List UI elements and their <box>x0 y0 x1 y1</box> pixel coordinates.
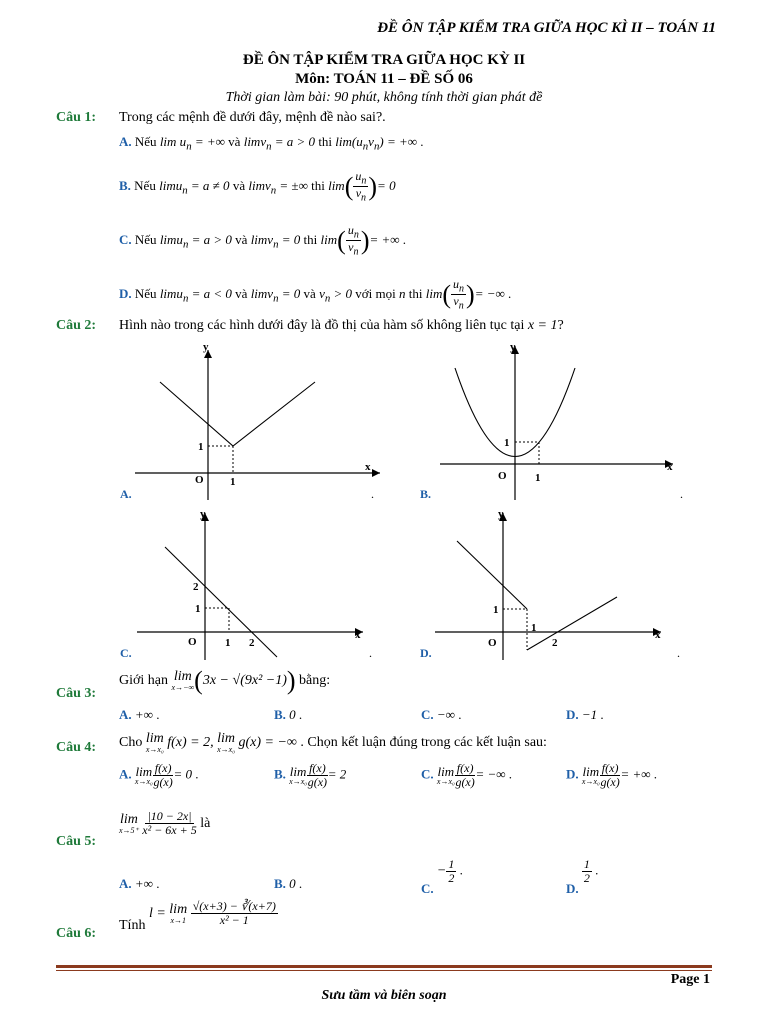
option-letter: D. <box>566 766 579 782</box>
option-letter: D. <box>566 880 579 896</box>
label-origin: O <box>488 637 497 649</box>
page-number: Page 1 <box>670 972 710 987</box>
word-va: và <box>303 285 316 301</box>
period: . <box>369 646 372 660</box>
q1-option-c[interactable]: C. Nếu limu$_n$ = a > 0 và limv$_n$ = 0 thi lim( $\frac{u_n}{v_n}$ )= +∞ . <box>119 223 407 258</box>
tick-2-y: 2 <box>193 581 199 593</box>
q1-option-d[interactable]: D. Nếu limu$_n$ = a < 0 và limv$_n$ = 0 và $v_n > 0$ với mọi n thi lim( $\frac{u_n}{v_n}$ )= −∞ . <box>119 277 512 312</box>
label-origin: O <box>195 474 204 486</box>
option-letter: A. <box>119 707 132 722</box>
q1-option-a[interactable]: A. Nếu $\lim u_n$ = +∞ và limv$_n$ = a > 0 thi $\lim(u_nv_n)$ = +∞ . <box>119 134 424 153</box>
q6-label: Câu 6: <box>56 926 97 941</box>
word-thi: thi <box>303 231 318 247</box>
option-value: +∞ <box>134 707 153 722</box>
option-letter: C. <box>421 766 434 782</box>
q5-option-b[interactable]: B. 0 . <box>274 876 303 891</box>
graph-c[interactable] <box>115 505 385 665</box>
option-letter: B. <box>119 177 131 193</box>
q3-after: bằng: <box>299 673 331 689</box>
q2-point: x = 1 <box>527 318 558 333</box>
tick-2-x: 2 <box>249 637 255 649</box>
q5-after: là <box>200 815 211 831</box>
option-fraction: $\frac{1}{2}$ <box>448 857 455 886</box>
graph-right-branch <box>527 597 617 650</box>
x-arrow <box>372 469 380 477</box>
q2-label: Câu 2: <box>56 318 97 333</box>
q3-option-c[interactable]: C. −∞ . <box>421 707 462 722</box>
tick-1-x: 1 <box>535 472 541 484</box>
q3-option-d[interactable]: D. −1 . <box>566 707 604 722</box>
graph-line <box>165 547 277 657</box>
label-x: x <box>667 461 673 473</box>
q2-stem-text: Hình nào trong các hình dưới đây là đồ thị của hàm số không liên tục tại <box>119 318 525 333</box>
footer-rule-thin <box>56 970 712 971</box>
option-value: +∞ <box>134 876 153 891</box>
footer-credit: Sưu tầm và biên soạn <box>321 988 447 1003</box>
word-neu: Nếu <box>134 177 156 193</box>
q2-stem: Hình nào trong các hình dưới đây là đồ thị của hàm số không liên tục tại x = 1? <box>119 318 564 333</box>
word-neu: Nếu <box>134 285 157 301</box>
option-letter: C. <box>119 231 132 247</box>
q4-option-d[interactable]: D. lim x→x₀ $\frac{f(x)}{g(x)}$ = +∞ . <box>566 761 657 790</box>
label-x: x <box>655 629 661 641</box>
period: . <box>677 646 680 660</box>
word-thi: thi <box>318 134 333 149</box>
option-letter: D. <box>566 707 579 722</box>
q3-stem-text: Giới hạn <box>119 673 169 689</box>
tick-1-x: 1 <box>225 637 231 649</box>
q4-stem-post: . Chọn kết luận đúng trong các kết luận sau: <box>300 735 547 751</box>
label-origin: O <box>188 636 197 648</box>
footer-rule-thick <box>56 965 712 968</box>
option-letter: A. <box>119 876 132 891</box>
graph-a[interactable] <box>115 340 385 505</box>
q4-option-b[interactable]: B. lim x→x₀ $\frac{f(x)}{g(x)}$ = 2 <box>274 761 347 790</box>
option-fraction: $\frac{1}{2}$ <box>583 857 590 886</box>
label-x: x <box>365 461 371 473</box>
q5-option-a[interactable]: A. +∞ . <box>119 876 160 891</box>
q4-stem: Cho lim x→x₀ f(x) = 2, lim x→x₀ g(x) = −∞ . Chọn kết luận đúng trong các kết luận sau: <box>119 731 547 754</box>
q4-result: = 2 <box>327 766 347 782</box>
tick-2-x: 2 <box>552 637 558 649</box>
word-neu: Nếu <box>134 231 157 247</box>
tick-1-y: 1 <box>504 437 510 449</box>
option-value: −1 <box>581 707 598 722</box>
tick-1-x: 1 <box>531 622 537 634</box>
option-letter: A. <box>119 134 132 149</box>
word-va: và <box>235 285 248 301</box>
word-voimoi: với mọi <box>355 285 396 301</box>
q4-option-c[interactable]: C. lim x→x₀ $\frac{f(x)}{g(x)}$ = −∞ . <box>421 761 512 790</box>
option-value: 0 <box>289 876 296 891</box>
label-x: x <box>355 629 361 641</box>
option-letter: A. <box>119 766 132 782</box>
tick-1-y: 1 <box>195 603 201 615</box>
page-header: ĐỀ ÔN TẬP KIỂM TRA GIỮA HỌC KÌ II – TOÁN 11 <box>377 20 716 36</box>
word-va: và <box>232 177 246 193</box>
option-letter: B. <box>274 876 286 891</box>
q5-label: Câu 5: <box>56 834 97 849</box>
q5-stem: lim x→5⁺ $\frac{|10 - 2x|}{\text{x² − 6x + 5}}$ là <box>119 809 211 838</box>
option-value: −∞ <box>436 707 455 722</box>
label-y: y <box>498 508 504 520</box>
q4-option-a[interactable]: A. lim x→x₀ $\frac{f(x)}{g(x)}$ = 0 . <box>119 761 199 790</box>
q1-stem: Trong các mệnh đề dưới đây, mệnh đề nào sai?. <box>119 110 386 125</box>
graph-c-label: C. <box>120 646 132 660</box>
q4-label: Câu 4: <box>56 740 97 755</box>
q4-result: = 0 <box>173 766 192 782</box>
label-origin: O <box>498 470 507 482</box>
q5-option-d[interactable]: D. $\frac{1}{2}$ . <box>566 857 599 896</box>
option-letter: D. <box>119 285 132 301</box>
option-letter: B. <box>274 766 286 782</box>
tick-1-y: 1 <box>198 441 204 453</box>
q6-stem: Tính l = lim x→1 $\frac{√(x+3) - ∛(x+7)}{\text{x² − 1}}$ <box>119 899 276 933</box>
label-y: y <box>203 341 209 353</box>
q4-result: = +∞ <box>620 766 651 782</box>
graph-left-branch <box>457 541 527 609</box>
q4-result: = −∞ <box>475 766 506 782</box>
q3-option-b[interactable]: B. 0 . <box>274 707 303 722</box>
exam-subject: Môn: TOÁN 11 – ĐỀ SỐ 06 <box>295 71 473 87</box>
label-y: y <box>200 508 206 520</box>
graph-d[interactable] <box>415 505 695 665</box>
tick-1-y: 1 <box>493 604 499 616</box>
minus-sign: − <box>436 863 447 879</box>
label-y: y <box>510 341 516 353</box>
tick-1-x: 1 <box>230 476 236 488</box>
option-value: 0 <box>289 707 296 722</box>
q3-stem: Giới hạn lim x→−∞ (3x − √(9x² −1)) bằng: <box>119 666 331 695</box>
graph-b-label: B. <box>420 487 432 501</box>
q1-label: Câu 1: <box>56 110 97 125</box>
time-note: Thời gian làm bài: 90 phút, không tính thời gian phát đề <box>225 90 543 105</box>
graph-curve <box>160 382 315 446</box>
q4-stem-pre: Cho <box>119 735 143 751</box>
option-letter: B. <box>274 707 286 722</box>
q5-option-c[interactable]: C. − $\frac{1}{2}$ . <box>421 857 463 896</box>
word-thi: thi <box>311 177 325 193</box>
word-va: và <box>235 231 248 247</box>
graph-a-label: A. <box>120 487 132 501</box>
q3-label: Câu 3: <box>56 686 97 701</box>
word-va: và <box>228 134 241 149</box>
word-thi: thi <box>408 285 423 301</box>
word-neu: Nếu <box>134 134 157 149</box>
q1-option-b[interactable]: B. Nếu limu$_n$ = a ≠ 0 và limv$_n$ = ±∞ thi lim( $\frac{u_n}{v_n}$ )= 0 <box>119 169 396 204</box>
period: . <box>371 487 374 501</box>
exam-title: ĐỀ ÔN TẬP KIỂM TRA GIỮA HỌC KỲ II <box>242 52 526 68</box>
graph-b[interactable] <box>415 340 695 505</box>
option-letter: C. <box>421 880 434 896</box>
graph-d-label: D. <box>420 646 432 660</box>
q3-option-a[interactable]: A. +∞ . <box>119 707 160 722</box>
q6-stem-text: Tính <box>119 917 146 933</box>
option-letter: C. <box>421 707 434 722</box>
period: . <box>680 487 683 501</box>
